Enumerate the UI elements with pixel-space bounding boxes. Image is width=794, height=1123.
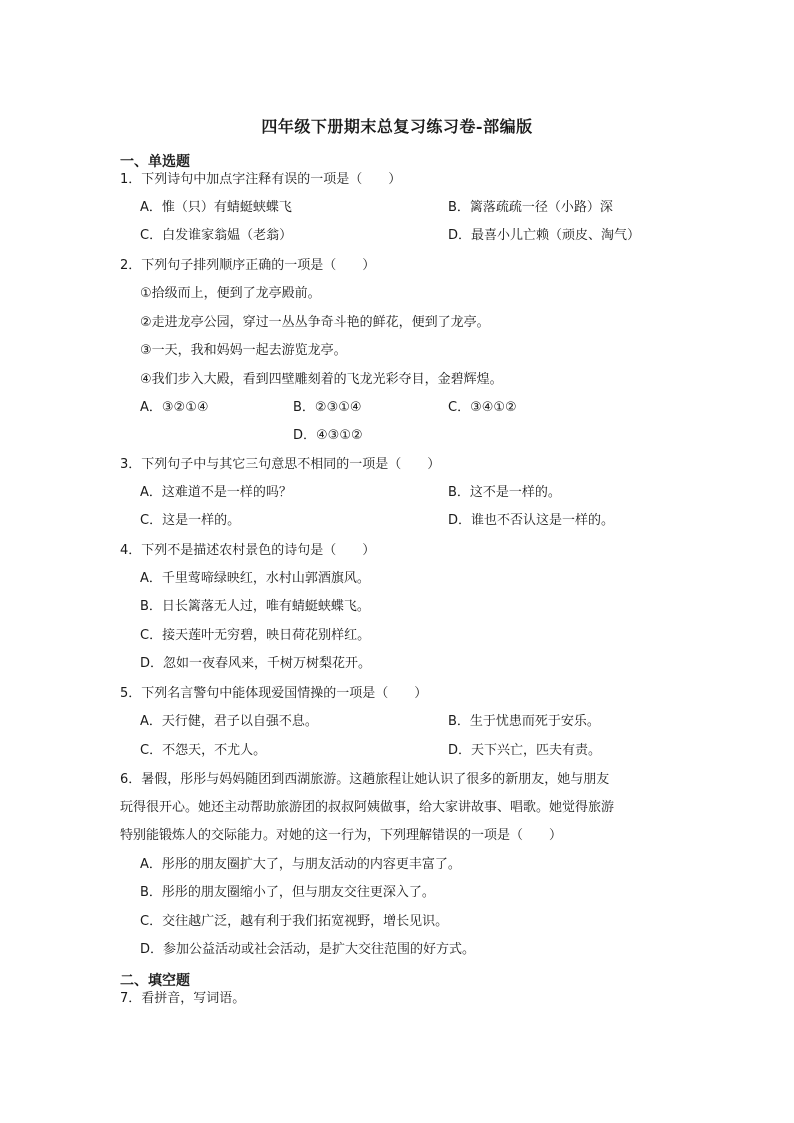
question-5-option-d: D．天下兴亡，匹夫有责。	[448, 743, 602, 758]
page-title: 四年级下册期末总复习练习卷-部编版	[261, 117, 533, 136]
question-3-stem: 3．下列句子中与其它三句意思不相同的一项是（ ）	[120, 457, 441, 472]
question-3-option-a: A．这难道不是一样的吗？	[140, 485, 292, 500]
question-4-option-a: A．千里莺啼绿映红，水村山郭酒旗风。	[140, 571, 370, 586]
question-2-option-d: D．④③①②	[293, 428, 363, 443]
question-6-option-b: B．彤彤的朋友圈缩小了，但与朋友交往更深入了。	[140, 885, 435, 900]
question-2-option-a: A．③②①④	[140, 400, 209, 415]
question-1-option-a: A．惟（只）有蜻蜓蛱蝶飞	[140, 200, 292, 215]
question-3-option-b: B．这不是一样的。	[448, 485, 561, 500]
question-5-stem: 5．下列名言警句中能体现爱国情操的一项是（ ）	[120, 686, 428, 701]
question-2-sentence-4: ④我们步入大殿，看到四壁雕刻着的飞龙光彩夺目，金碧辉煌。	[140, 372, 503, 387]
question-5-option-c: C．不怨天，不尤人。	[140, 743, 267, 758]
question-2-sentence-2: ②走进龙亭公园，穿过一丛丛争奇斗艳的鲜花，便到了龙亭。	[140, 315, 490, 330]
question-6-option-d: D．参加公益活动或社会活动，是扩大交往范围的好方式。	[140, 942, 476, 957]
question-6-option-c: C．交往越广泛，越有利于我们拓宽视野，增长见识。	[140, 914, 449, 929]
question-1-stem: 1．下列诗句中加点字注释有误的一项是（ ）	[120, 172, 402, 187]
section-heading-fill-blank: 二、填空题	[120, 973, 190, 989]
question-7-stem: 7．看拼音，写词语。	[120, 991, 246, 1006]
question-6-stem-line-2: 玩得很开心。她还主动帮助旅游团的叔叔阿姨做事，给大家讲故事、唱歌。她觉得旅游	[120, 800, 615, 815]
question-3-option-c: C．这是一样的。	[140, 513, 241, 528]
section-heading-single-choice: 一、单选题	[120, 154, 190, 170]
question-2-option-b: B．②③①④	[293, 400, 362, 415]
question-4-stem: 4．下列不是描述农村景色的诗句是（ ）	[120, 543, 376, 558]
question-6-stem-line-3: 特别能锻炼人的交际能力。对她的这一行为，下列理解错误的一项是（ ）	[120, 828, 563, 843]
question-2-sentence-3: ③一天，我和妈妈一起去游览龙亭。	[140, 343, 347, 358]
question-2-sentence-1: ①拾级而上，便到了龙亭殿前。	[140, 286, 321, 301]
question-6-option-a: A．彤彤的朋友圈扩大了，与朋友活动的内容更丰富了。	[140, 857, 461, 872]
question-2-option-c: C．③④①②	[448, 400, 517, 415]
question-2-stem: 2．下列句子排列顺序正确的一项是（ ）	[120, 258, 376, 273]
question-5-option-b: B．生于忧患而死于安乐。	[448, 714, 600, 729]
question-4-option-c: C．接天莲叶无穷碧，映日荷花别样红。	[140, 628, 371, 643]
question-1-option-d: D．最喜小儿亡赖（顽皮、淘气）	[448, 228, 641, 243]
question-3-option-d: D．谁也不否认这是一样的。	[448, 513, 615, 528]
question-6-stem-line-1: 6．暑假，彤彤与妈妈随团到西湖旅游。这趟旅程让她认识了很多的新朋友，她与朋友	[120, 772, 610, 787]
question-4-option-b: B．日长篱落无人过，唯有蜻蜓蛱蝶飞。	[140, 599, 370, 614]
question-4-option-d: D．忽如一夜春风来，千树万树梨花开。	[140, 656, 372, 671]
question-1-option-c: C．白发谁家翁媪（老翁）	[140, 228, 293, 243]
question-1-option-b: B．篱落疏疏一径（小路）深	[448, 200, 613, 215]
question-5-option-a: A．天行健，君子以自强不息。	[140, 714, 318, 729]
